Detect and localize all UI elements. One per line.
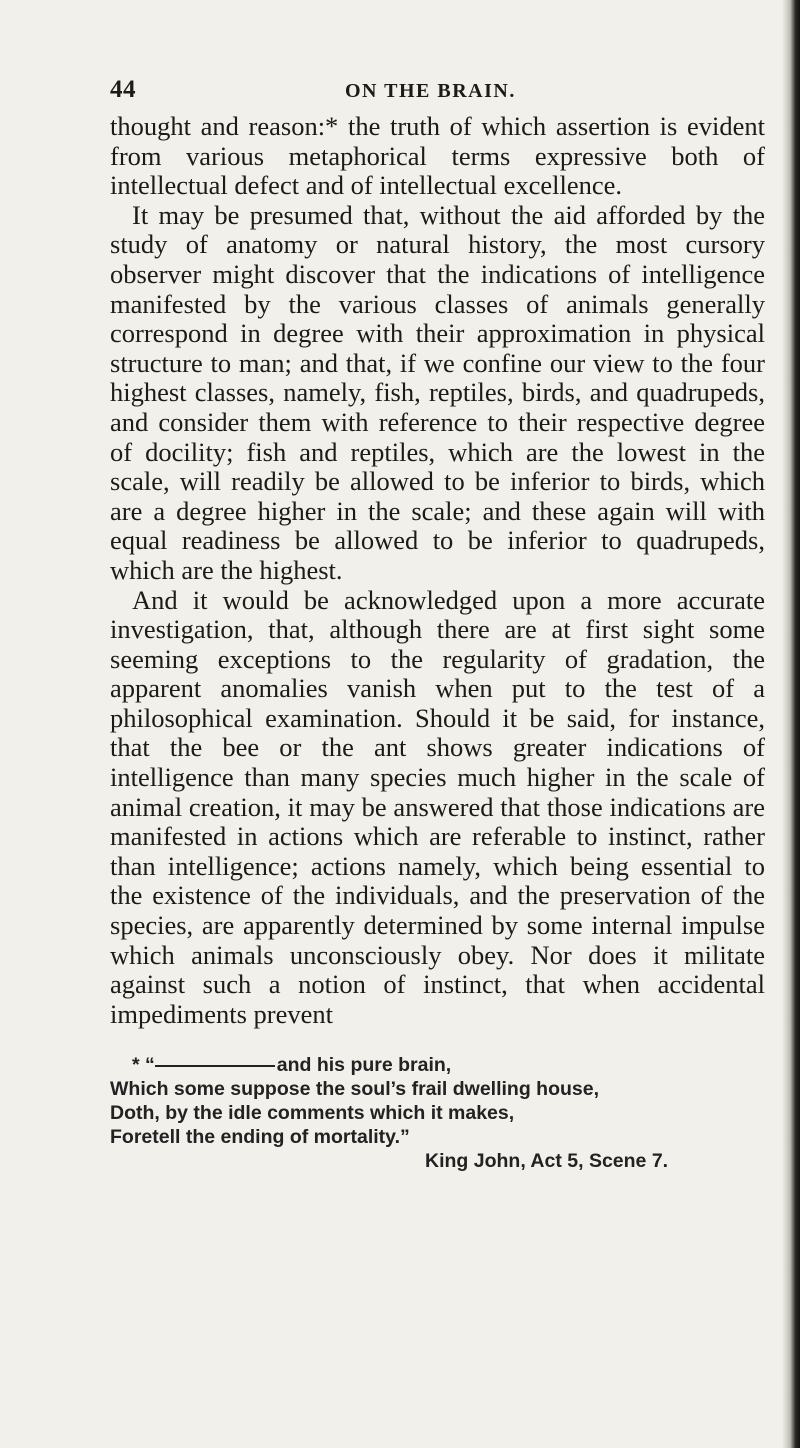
footnote-citation: King John, Act 5, Scene 7. [425, 1150, 669, 1172]
footnote-first-line [110, 1053, 770, 1077]
footnote [110, 1053, 770, 1173]
running-head: ON THE BRAIN. [345, 80, 516, 102]
paragraph-2: It may be presumed that, without the aid afforded by the study of anatomy or natural history, the most cursory observer might discover that the indications of intelligence manifested by the various classes of animals generally correspond in degree with their approximation in physical structure to man; and that, if we confine our view to the four highest classes, namely, fish, reptiles, birds, and quadrupeds, and consider them with reference to their respective degree of docility; fish and reptiles, which are the lowest in the scale, will readily be allowed to be inferior to birds, which are a degree higher in the scale; and these again will with equal readiness be allowed to be inferior to quadrupeds, which are the highest. [110, 199, 765, 585]
page-header [110, 76, 760, 106]
footnote-marker: * “ [132, 1054, 155, 1076]
page-number: 44 [110, 76, 136, 103]
footnote-line-1: and his pure brain, [276, 1054, 452, 1076]
body-text [110, 112, 765, 1029]
page-edge-shadow [782, 0, 800, 1448]
paragraph-1: thought and reason:* the truth of which assertion is evident from various metaphorical terms expressive both of intellectual defect and of intellectual excellence. [110, 111, 765, 201]
footnote-line-3: Doth, by the idle comments which it makes, [110, 1102, 515, 1124]
footnote-omission-rule [155, 1065, 275, 1067]
footnote-line-4: Foretell the ending of mortality.” [110, 1126, 410, 1148]
paragraph-3: And it would be acknowledged upon a more accurate investigation, that, although there are at first sight some seeming exceptions to the regularity of gradation, the apparent anomalies vanish when put to the test of a philosophical examination. Should it be said, for instance, that the bee or the ant shows greater indications of intelligence than many species much higher in the scale of animal creation, it may be answered that those indications are manifested in actions which are referable to instinct, rather than intelligence; actions namely, which being essential to the existence of the individuals, and the preservation of the species, are apparently determined by some internal impulse which animals unconsciously obey. Nor does it militate against such a notion of instinct, that when accidental impediments prevent [110, 584, 765, 1029]
footnote-line-2: Which some suppose the soul’s frail dwelling house, [110, 1078, 600, 1100]
